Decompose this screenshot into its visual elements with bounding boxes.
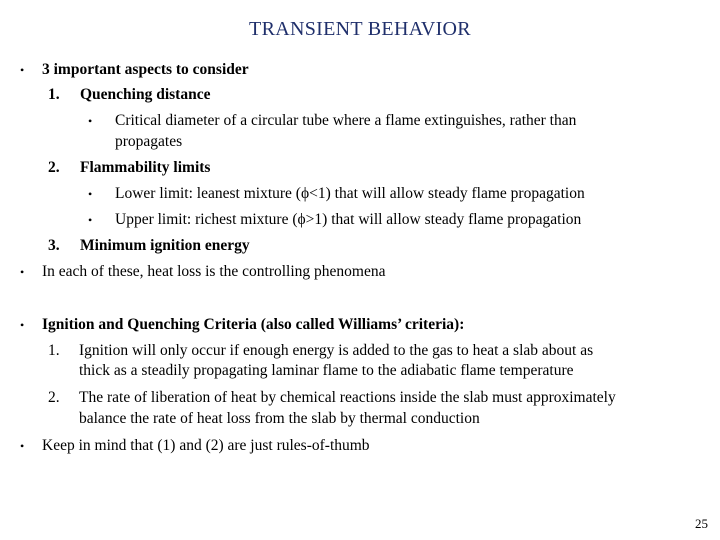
section1-summary: In each of these, heat loss is the controlling phenomena: [42, 263, 386, 280]
sub-bullet-marker: •: [88, 114, 93, 128]
page-number: 25: [695, 516, 708, 531]
sub-bullet-marker: •: [88, 187, 93, 201]
item-label-quenching-distance: Quenching distance: [80, 86, 211, 103]
bullet-marker: •: [20, 439, 25, 453]
criterion-text: Ignition will only occur if enough energy is added to the gas to heat a slab about as: [79, 342, 594, 359]
bullet-marker: •: [20, 318, 25, 332]
item-number: 3.: [48, 237, 60, 254]
bullet-marker: •: [20, 63, 25, 77]
criterion-text: balance the rate of heat loss from the slab by thermal conduction: [79, 410, 480, 427]
section2-summary: Keep in mind that (1) and (2) are just rules-of-thumb: [42, 437, 370, 454]
item-label-flammability-limits: Flammability limits: [80, 159, 211, 176]
detail-text: Upper limit: richest mixture (ϕ>1) that will allow steady flame propagation: [115, 211, 582, 228]
item-number: 2.: [48, 159, 60, 176]
detail-text: propagates: [115, 133, 183, 150]
criterion-text: thick as a steadily propagating laminar flame to the adiabatic flame temperature: [79, 362, 574, 379]
item-label-minimum-ignition-energy: Minimum ignition energy: [80, 237, 250, 254]
criterion-text: The rate of liberation of heat by chemical reactions inside the slab must approximately: [79, 389, 616, 406]
detail-text: Critical diameter of a circular tube where a flame extinguishes, rather than: [115, 112, 577, 129]
bullet-marker: •: [20, 265, 25, 279]
detail-text: Lower limit: leanest mixture (ϕ<1) that will allow steady flame propagation: [115, 185, 585, 202]
item-number: 1.: [48, 86, 60, 103]
slide-title: TRANSIENT BEHAVIOR: [249, 18, 471, 40]
item-number: 2.: [48, 389, 60, 406]
section2-heading: Ignition and Quenching Criteria (also called Williams’ criteria):: [42, 316, 465, 333]
sub-bullet-marker: •: [88, 213, 93, 227]
item-number: 1.: [48, 342, 60, 359]
section1-heading: 3 important aspects to consider: [42, 61, 249, 78]
